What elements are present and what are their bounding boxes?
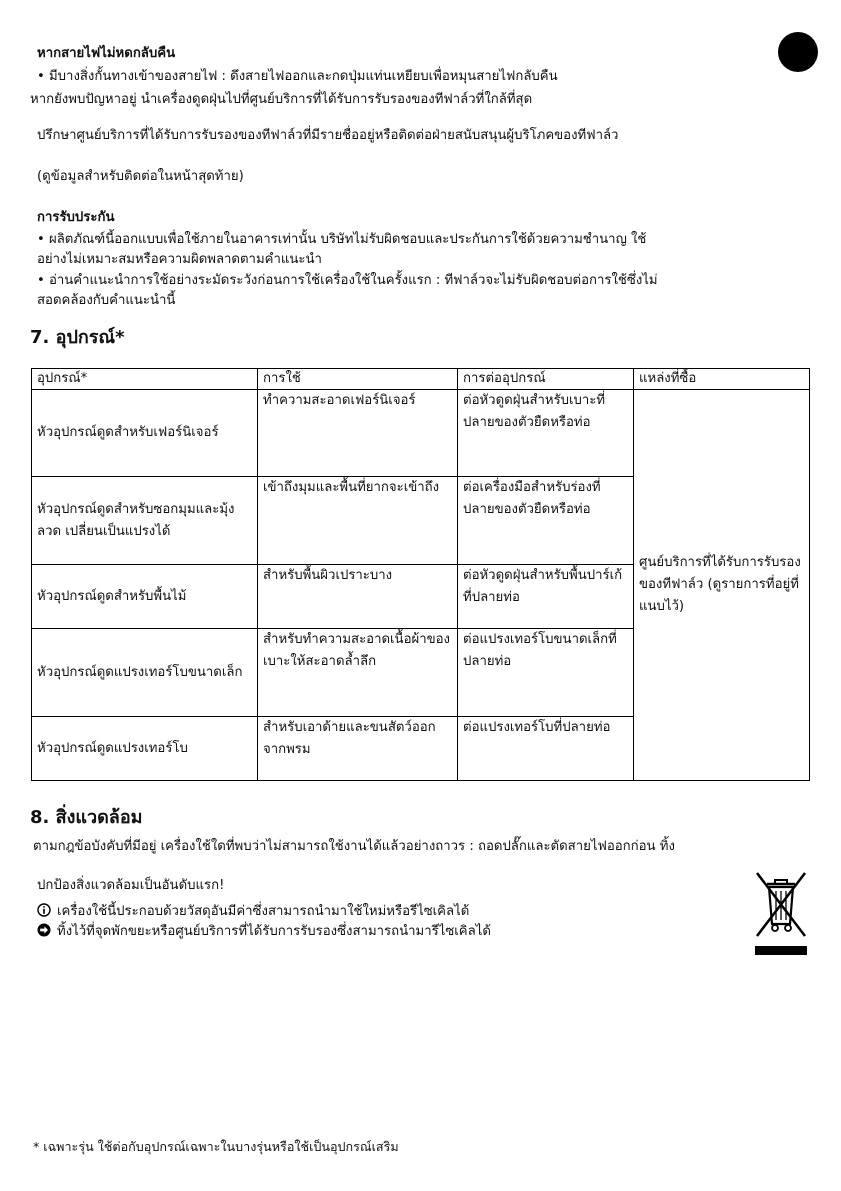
- accessory-use: สำหรับทำความสะอาดเนื้อผ้าของเบาะให้สะอาดล้ำลึก: [258, 629, 458, 717]
- environment-item-1-text: เครื่องใช้นี้ประกอบด้วยวัสดุอันมีค่าซึ่งสามารถนำมาใช้ใหม่หรือรีไซเคิลได้: [57, 904, 470, 919]
- accessories-table: [31, 368, 810, 781]
- cable-heading: หากสายไฟไม่หดกลับคืน: [37, 46, 176, 61]
- warranty-bullet-2-cont: สอดคล้องกับคำแนะนำนี้: [37, 293, 176, 308]
- environment-item-1: [37, 902, 469, 921]
- crossed-out-bin-icon: [753, 870, 809, 958]
- header-accessory: อุปกรณ์*: [32, 369, 258, 390]
- accessory-use: เข้าถึงมุมและพื้นที่ยากจะเข้าถึง: [258, 477, 458, 565]
- environment-intro: ตามกฎข้อบังคับที่มีอยู่ เครื่องใช้ใดที่พบว่าไม่สามารถใช้งานได้แล้วอย่างถาวร : ถอดปลั๊กและตัดสายไฟออกก่อน ทิ้ง: [33, 839, 675, 854]
- accessory-connection: ต่อหัวดูดฝุ่นสำหรับพื้นปาร์เก้ที่ปลายท่อ: [458, 565, 634, 629]
- warranty-heading: การรับประกัน: [37, 210, 115, 225]
- environment-item-2-text: ทิ้งไว้ที่จุดพักขยะหรือศูนย์บริการที่ได้รับการรับรองซึ่งสามารถนำมารีไซเคิลได้: [57, 924, 491, 939]
- consult-line: ปรึกษาศูนย์บริการที่ได้รับการรับรองของทีฟาล์วที่มีรายชื่ออยู่หรือติดต่อฝ่ายสนับสนุนผู้บริโภคของทีฟาล์ว: [37, 128, 619, 143]
- page-marker-dot: [778, 32, 818, 72]
- accessory-connection: ต่อเครื่องมือสำหรับร่องที่ปลายของตัวยืดหรือท่อ: [458, 477, 634, 565]
- accessory-name: หัวอุปกรณ์ดูดสำหรับเฟอร์นิเจอร์: [32, 390, 258, 477]
- accessory-source: ศูนย์บริการที่ได้รับการรับรองของทีฟาล์ว (ดูรายการที่อยู่ที่แนบไว้): [634, 390, 810, 781]
- accessory-connection: ต่อแปรงเทอร์โบที่ปลายท่อ: [458, 717, 634, 781]
- accessory-name: หัวอุปกรณ์ดูดแปรงเทอร์โบ: [32, 717, 258, 781]
- arrow-right-icon: [37, 923, 51, 937]
- accessory-connection: ต่อแปรงเทอร์โบขนาดเล็กที่ปลายท่อ: [458, 629, 634, 717]
- environment-title: 8. สิ่งแวดล้อม: [30, 807, 143, 828]
- header-connection: การต่ออุปกรณ์: [458, 369, 634, 390]
- header-source: แหล่งที่ซื้อ: [634, 369, 810, 390]
- environment-protect: ปกป้องสิ่งแวดล้อมเป็นอันดับแรก!: [37, 878, 225, 893]
- environment-item-2: [37, 922, 491, 941]
- cable-bullet: • มีบางสิ่งกั้นทางเข้าของสายไฟ : ดึงสายไฟออกและกดปุ่มแท่นเหยียบเพื่อหมุนสายไฟกลับคืน: [37, 69, 558, 84]
- cable-followup: หากยังพบปัญหาอยู่ นำเครื่องดูดฝุ่นไปที่ศูนย์บริการที่ได้รับการรับรองของทีฟาล์วที่ใกล้ที่สุด: [30, 92, 533, 107]
- warranty-bullet-1-cont: อย่างไม่เหมาะสมหรือความผิดพลาดตามคำแนะนำ: [37, 252, 322, 267]
- table-row: [32, 390, 810, 477]
- accessory-name: หัวอุปกรณ์ดูดสำหรับพื้นไม้: [32, 565, 258, 629]
- accessory-name: หัวอุปกรณ์ดูดแปรงเทอร์โบขนาดเล็ก: [32, 629, 258, 717]
- table-header-row: [32, 369, 810, 390]
- warranty-bullet-1: • ผลิตภัณฑ์นี้ออกแบบเพื่อใช้ภายในอาคารเท่านั้น บริษัทไม่รับผิดชอบและประกันการใช้ด้วยความชำนาญ ใช้: [37, 232, 647, 247]
- accessory-use: สำหรับเอาด้ายและขนสัตว์ออกจากพรม: [258, 717, 458, 781]
- contact-note: (ดูข้อมูลสำหรับติดต่อในหน้าสุดท้าย): [37, 169, 244, 184]
- accessory-name: หัวอุปกรณ์ดูดสำหรับซอกมุมและมุ้งลวด เปลี่ยนเป็นแปรงได้: [32, 477, 258, 565]
- accessory-use: ทำความสะอาดเฟอร์นิเจอร์: [258, 390, 458, 477]
- info-icon: [37, 903, 51, 917]
- accessory-use: สำหรับพื้นผิวเปราะบาง: [258, 565, 458, 629]
- warranty-bullet-2: • อ่านคำแนะนำการใช้อย่างระมัดระวังก่อนการใช้เครื่องใช้ในครั้งแรก : ทีฟาล์วจะไม่รับผิดชอบต่อการใช้ซึ่งไม่: [37, 273, 658, 288]
- accessory-connection: ต่อหัวดูดฝุ่นสำหรับเบาะที่ปลายของตัวยืดหรือท่อ: [458, 390, 634, 477]
- footnote: * เฉพาะรุ่น ใช้ต่อกับอุปกรณ์เฉพาะในบางรุ่นหรือใช้เป็นอุปกรณ์เสริม: [33, 1139, 399, 1154]
- accessories-title: 7. อุปกรณ์*: [30, 327, 125, 348]
- header-use: การใช้: [258, 369, 458, 390]
